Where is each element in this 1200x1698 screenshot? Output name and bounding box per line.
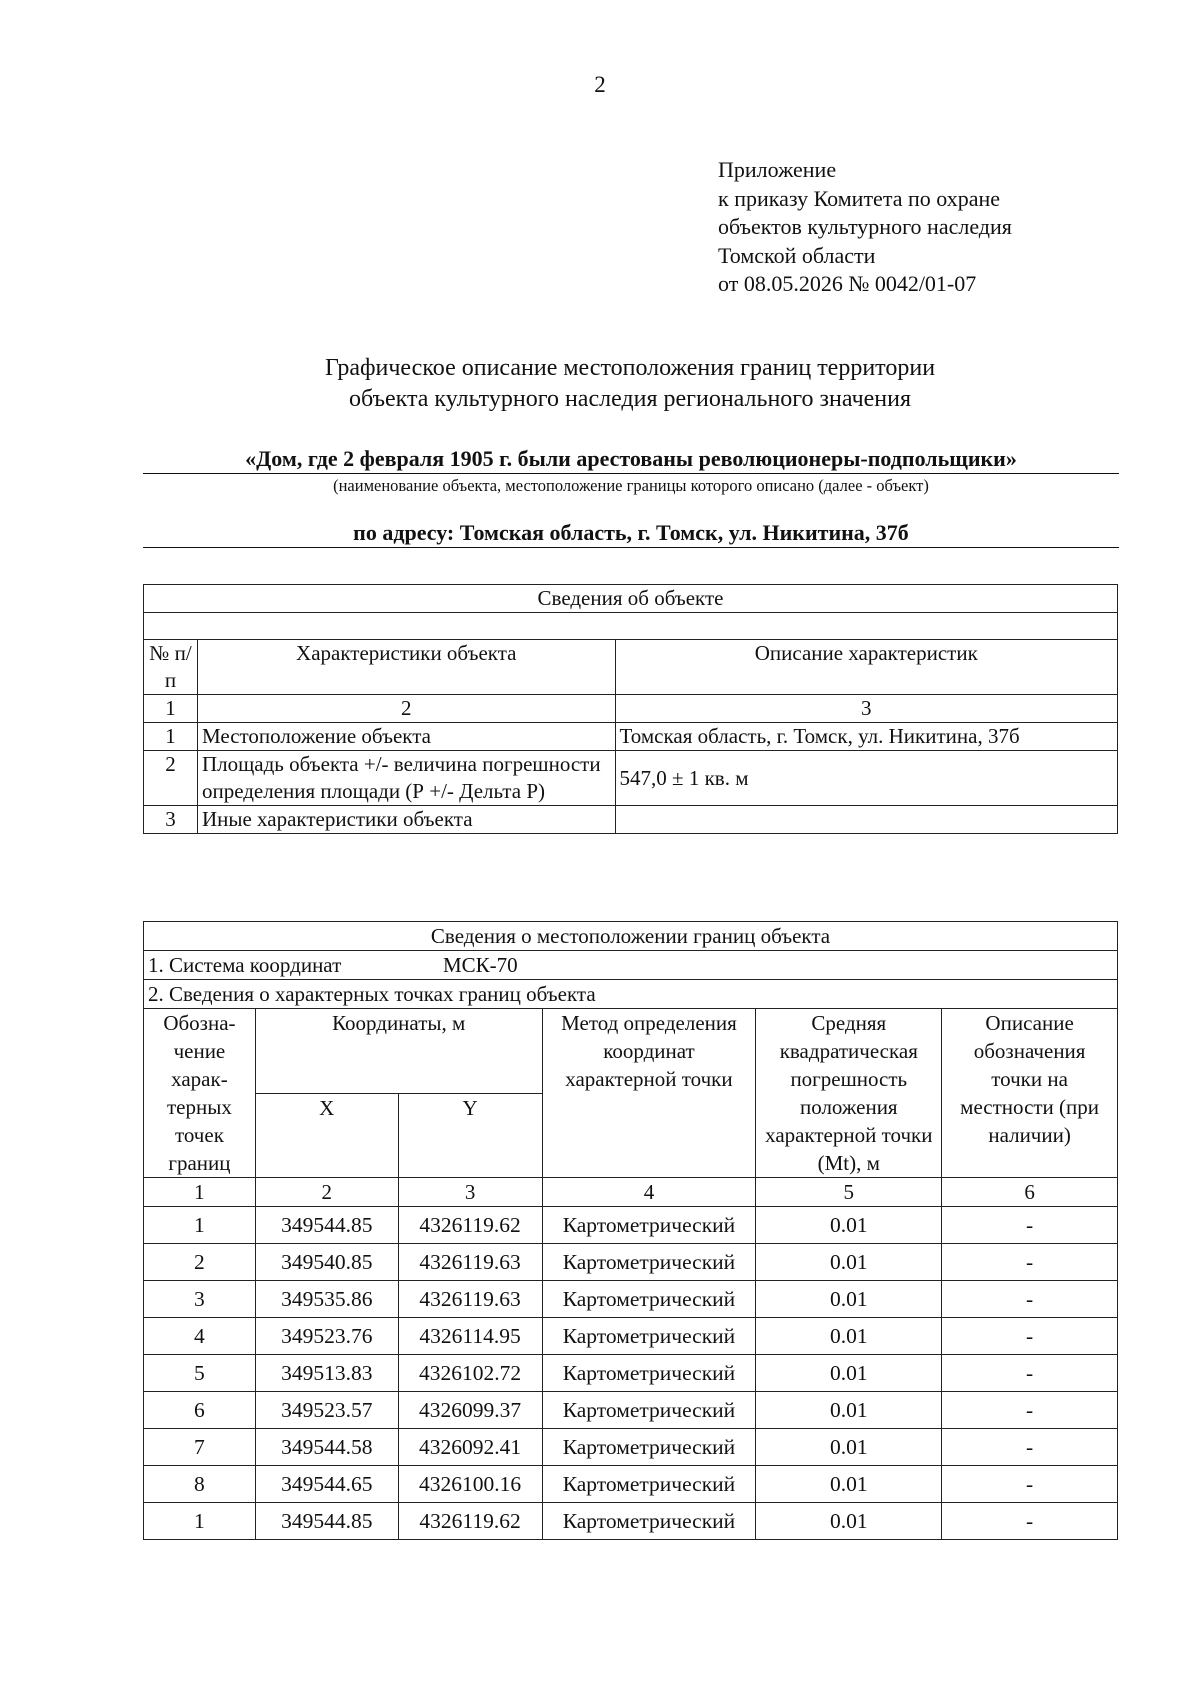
mean-error: 0.01	[756, 1318, 942, 1355]
coord-x: 349544.65	[255, 1466, 398, 1503]
table-row	[144, 723, 1118, 751]
numbering-cell: 3	[615, 695, 1117, 723]
coord-x: 349523.76	[255, 1318, 398, 1355]
coord-y: 4326119.62	[398, 1207, 542, 1244]
coord-x: 349513.83	[255, 1355, 398, 1392]
characteristic-name: Местоположение объекта	[197, 723, 615, 751]
appendix-line: Приложение	[718, 157, 837, 182]
point-description: -	[942, 1466, 1118, 1503]
point-description: -	[942, 1207, 1118, 1244]
coord-y: 4326119.63	[398, 1244, 542, 1281]
coord-y: 4326119.63	[398, 1281, 542, 1318]
coord-x: 349523.57	[255, 1392, 398, 1429]
point-designation: 8	[144, 1466, 256, 1503]
point-description: -	[942, 1355, 1118, 1392]
coord-y: 4326102.72	[398, 1355, 542, 1392]
mean-error: 0.01	[756, 1466, 942, 1503]
coord-system-label: 1. Система координат	[148, 953, 342, 977]
numbering-cell: 2	[197, 695, 615, 723]
header-cell: Описание характеристик	[615, 640, 1117, 695]
method: Картометрический	[542, 1392, 756, 1429]
object-name-block	[143, 446, 1119, 498]
table-row	[144, 751, 1118, 806]
coord-x: 349544.85	[255, 1503, 398, 1540]
table-row	[144, 1244, 1118, 1281]
table-row	[144, 1392, 1118, 1429]
method: Картометрический	[542, 1281, 756, 1318]
method: Картометрический	[542, 1207, 756, 1244]
table-row	[144, 1318, 1118, 1355]
appendix-line: к приказу Комитета по охране	[718, 185, 1000, 211]
header-cell: Метод определения координат характерной точки	[542, 1009, 756, 1178]
characteristic-name: Иные характеристики объекта	[197, 806, 615, 834]
points-section-title: 2. Сведения о характерных точках границ объекта	[144, 980, 1118, 1009]
header-cell: Описание обозначения точки на местности (при наличии)	[942, 1009, 1118, 1178]
coord-x: 349540.85	[255, 1244, 398, 1281]
numbering-cell: 2	[255, 1178, 398, 1207]
coord-system-row	[144, 951, 1118, 980]
empty-row	[144, 613, 1118, 640]
characteristic-value: Томская область, г. Томск, ул. Никитина, 37б	[615, 723, 1117, 751]
row-number: 1	[144, 723, 198, 751]
point-description: -	[942, 1244, 1118, 1281]
appendix-line: Томской области	[718, 242, 876, 268]
numbering-cell: 3	[398, 1178, 542, 1207]
mean-error: 0.01	[756, 1244, 942, 1281]
header-cell-x: X	[255, 1093, 398, 1178]
mean-error: 0.01	[756, 1281, 942, 1318]
method: Картометрический	[542, 1466, 756, 1503]
header-cell-y: Y	[398, 1093, 542, 1178]
document-title	[0, 353, 1200, 415]
coord-system-value: МСК-70	[443, 953, 518, 977]
numbering-cell: 6	[942, 1178, 1118, 1207]
point-designation: 1	[144, 1503, 256, 1540]
coord-y: 4326100.16	[398, 1466, 542, 1503]
coord-x: 349535.86	[255, 1281, 398, 1318]
numbering-cell: 5	[756, 1178, 942, 1207]
mean-error: 0.01	[756, 1429, 942, 1466]
method: Картометрический	[542, 1429, 756, 1466]
coord-y: 4326119.62	[398, 1503, 542, 1540]
point-description: -	[942, 1503, 1118, 1540]
mean-error: 0.01	[756, 1392, 942, 1429]
method: Картометрический	[542, 1244, 756, 1281]
point-designation: 7	[144, 1429, 256, 1466]
header-cell: Обозна-чение харак-терных точек границ	[144, 1009, 256, 1178]
characteristic-value: 547,0 ± 1 кв. м	[615, 751, 1117, 806]
appendix-header	[718, 156, 1012, 299]
point-designation: 5	[144, 1355, 256, 1392]
coord-x: 349544.58	[255, 1429, 398, 1466]
point-designation: 2	[144, 1244, 256, 1281]
point-description: -	[942, 1281, 1118, 1318]
numbering-cell: 4	[542, 1178, 756, 1207]
row-number: 2	[144, 751, 198, 806]
object-info-table	[143, 584, 1118, 834]
point-designation: 3	[144, 1281, 256, 1318]
coord-x: 349544.85	[255, 1207, 398, 1244]
method: Картометрический	[542, 1318, 756, 1355]
header-cell: № п/п	[144, 640, 198, 695]
numbering-cell: 1	[144, 695, 198, 723]
appendix-date-line: от 08.05.2026 № 0042/01-07	[718, 271, 977, 296]
coord-y: 4326092.41	[398, 1429, 542, 1466]
method: Картометрический	[542, 1503, 756, 1540]
object-address: по адресу: Томская область, г. Томск, ул. Никитина, 37б	[143, 520, 1119, 548]
numbering-cell: 1	[144, 1178, 256, 1207]
table-row	[144, 1207, 1118, 1244]
characteristic-value	[615, 806, 1117, 834]
page-number: 2	[594, 72, 606, 97]
object-name: «Дом, где 2 февраля 1905 г. были арестованы революционеры-подпольщики»	[143, 446, 1119, 474]
object-name-caption: (наименование объекта, местоположение границы которого описано (далее - объект)	[333, 476, 929, 495]
characteristic-name: Площадь объекта +/- величина погрешности определения площади (Р +/- Дельта Р)	[197, 751, 615, 806]
method: Картометрический	[542, 1355, 756, 1392]
table-row	[144, 806, 1118, 834]
header-cell: Характеристики объекта	[197, 640, 615, 695]
point-description: -	[942, 1392, 1118, 1429]
row-number: 3	[144, 806, 198, 834]
boundary-points-table	[143, 921, 1118, 1540]
point-designation: 1	[144, 1207, 256, 1244]
mean-error: 0.01	[756, 1355, 942, 1392]
title-line: Графическое описание местоположения границ территории	[324, 355, 936, 381]
table-row	[144, 1355, 1118, 1392]
mean-error: 0.01	[756, 1207, 942, 1244]
header-cell: Средняя квадратическая погрешность положения характерной точки (Mt), м	[756, 1009, 942, 1178]
coord-y: 4326114.95	[398, 1318, 542, 1355]
point-designation: 6	[144, 1392, 256, 1429]
header-cell: Координаты, м	[255, 1009, 542, 1094]
object-address-block	[143, 520, 1119, 548]
appendix-line: объектов культурного наследия	[718, 214, 1012, 239]
point-designation: 4	[144, 1318, 256, 1355]
title-line: объекта культурного наследия регионального значения	[348, 386, 912, 412]
point-description: -	[942, 1429, 1118, 1466]
coord-y: 4326099.37	[398, 1392, 542, 1429]
mean-error: 0.01	[756, 1503, 942, 1540]
table-row	[144, 1429, 1118, 1466]
table-row	[144, 1281, 1118, 1318]
table-row	[144, 1503, 1118, 1540]
point-description: -	[942, 1318, 1118, 1355]
table-title: Сведения об объекте	[144, 585, 1118, 613]
table-row	[144, 1466, 1118, 1503]
table-title: Сведения о местоположении границ объекта	[144, 922, 1118, 951]
